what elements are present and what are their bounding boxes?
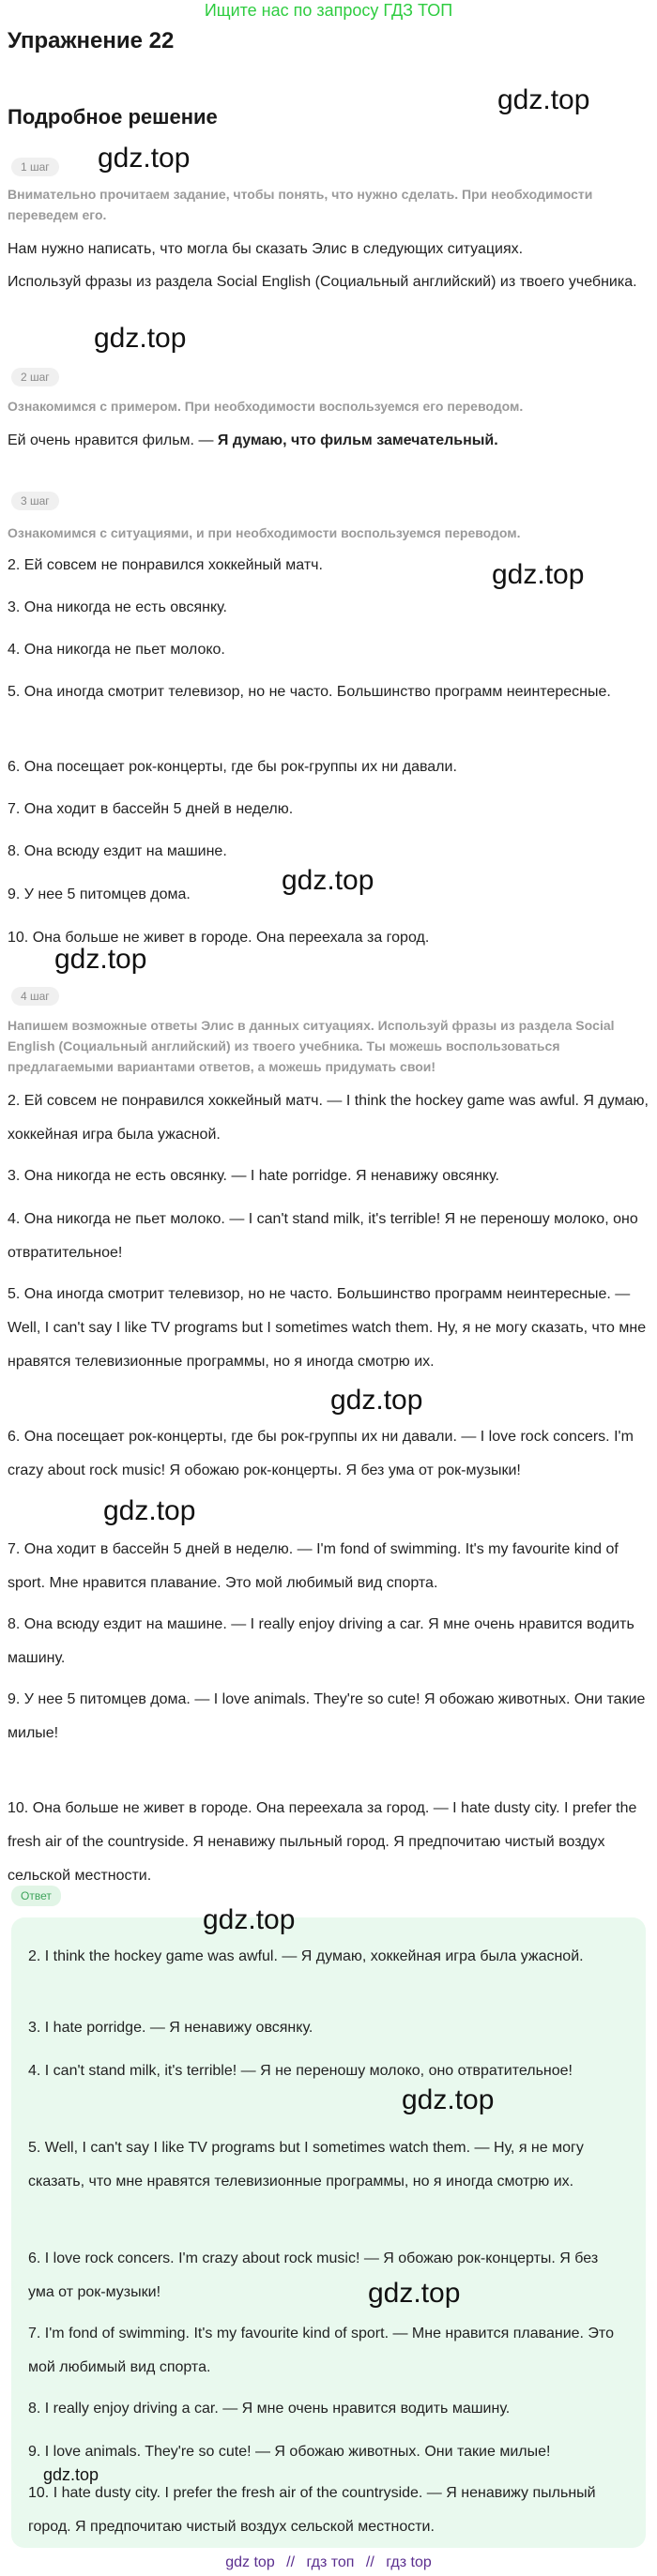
watermark: gdz.top: [492, 559, 585, 590]
step-paragraph: Нам нужно написать, что могла бы сказать Элис в следующих ситуациях.: [8, 241, 524, 257]
response-item: 2. Ей совсем не понравился хоккейный матч. — I think the hockey game was awful. Я думаю, хоккейная игра была ужасной.: [8, 1093, 649, 1143]
watermark: gdz.top: [368, 2278, 461, 2309]
response-item: 9. У нее 5 питомцев дома. — I love animals. They're so cute! Я обожаю животных. Они такие милые!: [8, 1691, 646, 1741]
response-item: 8. Она всюду ездит на машине. — I really enjoy driving a car. Я мне очень нравится водить машину.: [8, 1616, 634, 1666]
situation-item: 8. Она всюду ездит на машине.: [8, 843, 227, 859]
step-hint: Внимательно прочитаем задание, чтобы понять, что нужно сделать. При необходимости переведем его.: [8, 187, 593, 222]
exercise-title: Упражнение 22: [8, 28, 175, 53]
step-paragraph: Используй фразы из раздела Social English (Социальный английский) из твоего учебника.: [8, 274, 637, 290]
solution-title: Подробное решение: [8, 105, 218, 129]
response-item: 7. Она ходит в бассейн 5 дней в неделю. — I'm fond of swimming. It's my favourite kind of sport. Мне нравится плавание. Это мой любимый вид спорта.: [8, 1541, 619, 1591]
watermark: gdz.top: [103, 1495, 196, 1526]
response-item: 10. Она больше не живет в городе. Она переехала за город. — I hate dusty city. I prefer the fresh air of the countryside. Я ненавижу пыльный город. Я предпочитаю чистый воздух сельской местности.: [8, 1800, 637, 1884]
situation-item: 6. Она посещает рок-концерты, где бы рок-группы их ни давали.: [8, 759, 457, 775]
situation-item: 2. Ей совсем не понравился хоккейный матч.: [8, 557, 323, 573]
answer-badge: Ответ: [11, 1886, 61, 1906]
situation-item: 4. Она никогда не пьет молоко.: [8, 642, 225, 658]
situation-item: 3. Она никогда не есть овсянку.: [8, 599, 227, 615]
answer-item: 4. I can't stand milk, it's terrible! — Я не переношу молоко, оно отвратительное!: [28, 2063, 573, 2079]
watermark: gdz.top: [203, 1904, 296, 1935]
footer-links: [0, 2553, 657, 2572]
step-hint: Ознакомимся с ситуациями, и при необходимости воспользуемся переводом.: [8, 525, 521, 540]
step-badge: 2 шаг: [11, 368, 59, 386]
answer-item: 9. I love animals. They're so cute! — Я обожаю животных. Они такие милые!: [28, 2444, 551, 2460]
step-hint: Ознакомимся с примером. При необходимости воспользуемся его переводом.: [8, 399, 524, 414]
footer-link[interactable]: гдз top: [386, 2554, 432, 2570]
response-item: 5. Она иногда смотрит телевизор, но не часто. Большинство программ неинтересные. — Well, I can't say I like TV programs but I sometimes watch them. Ну, я не могу сказать, что мне нравятся телевизионные программы, но я иногда смотрю их.: [8, 1286, 647, 1370]
example-sentence: Ей очень нравится фильм. — Я думаю, что фильм замечательный.: [8, 432, 498, 448]
answer-item: 5. Well, I can't say I like TV programs but I sometimes watch them. — Ну, я не могу сказать, что мне нравятся телевизионные программы, но я иногда смотрю их.: [28, 2140, 584, 2190]
response-item: 3. Она никогда не есть овсянку. — I hate porridge. Я ненавижу овсянку.: [8, 1168, 499, 1184]
step-badge: 1 шаг: [11, 158, 59, 176]
response-item: 4. Она никогда не пьет молоко. — I can't stand milk, it's terrible! Я не переношу молоко, оно отвратительное!: [8, 1211, 638, 1261]
watermark: gdz.top: [98, 143, 191, 174]
watermark: gdz.top: [330, 1385, 423, 1416]
step-badge: 3 шаг: [11, 492, 59, 510]
footer-link[interactable]: gdz top: [225, 2554, 275, 2570]
watermark: gdz.top: [402, 2084, 495, 2115]
situation-item: 10. Она больше не живет в городе. Она переехала за город.: [8, 930, 430, 946]
answer-item: 2. I think the hockey game was awful. — Я думаю, хоккейная игра была ужасной.: [28, 1948, 584, 1964]
answer-item: 10. I hate dusty city. I prefer the fresh air of the countryside. — Я ненавижу пыльный город. Я предпочитаю чистый воздух сельской местности.: [28, 2485, 596, 2535]
answer-item: 3. I hate porridge. — Я ненавижу овсянку.: [28, 2020, 313, 2036]
situation-item: 5. Она иногда смотрит телевизор, но не часто. Большинство программ неинтересные.: [8, 684, 611, 700]
answer-item: 6. I love rock concers. I'm crazy about rock music! — Я обожаю рок-концерты. Я без ума от рок-музыки!: [28, 2250, 599, 2300]
watermark: gdz.top: [94, 323, 187, 354]
watermark: gdz.top: [497, 84, 590, 115]
top-search-hint-link[interactable]: Ищите нас по запросу ГДЗ ТОП: [204, 1, 453, 20]
watermark: gdz.top: [282, 865, 374, 896]
footer-separator: //: [365, 2554, 374, 2570]
watermark: gdz.top: [43, 2465, 99, 2484]
footer-link[interactable]: гдз топ: [306, 2554, 355, 2570]
step-badge: 4 шаг: [11, 987, 59, 1006]
answer-item: 7. I'm fond of swimming. It's my favourite kind of sport. — Мне нравится плавание. Это мой любимый вид спорта.: [28, 2326, 614, 2375]
step-hint: Напишем возможные ответы Элис в данных ситуациях. Используй фразы из раздела Social English (Социальный английский) из твоего учебника. Ты можешь воспользоваться предлагаемыми вариантами ответов, а можешь придумать свои!: [8, 1018, 615, 1074]
watermark: gdz.top: [54, 944, 147, 975]
footer-separator: //: [286, 2554, 296, 2570]
situation-item: 7. Она ходит в бассейн 5 дней в неделю.: [8, 801, 294, 817]
situation-item: 9. У нее 5 питомцев дома.: [8, 886, 191, 902]
response-item: 6. Она посещает рок-концерты, где бы рок-группы их ни давали. — I love rock concers. I'm crazy about rock music! Я обожаю рок-концерты. Я без ума от рок-музыки!: [8, 1429, 634, 1478]
answer-item: 8. I really enjoy driving a car. — Я мне очень нравится водить машину.: [28, 2401, 511, 2417]
